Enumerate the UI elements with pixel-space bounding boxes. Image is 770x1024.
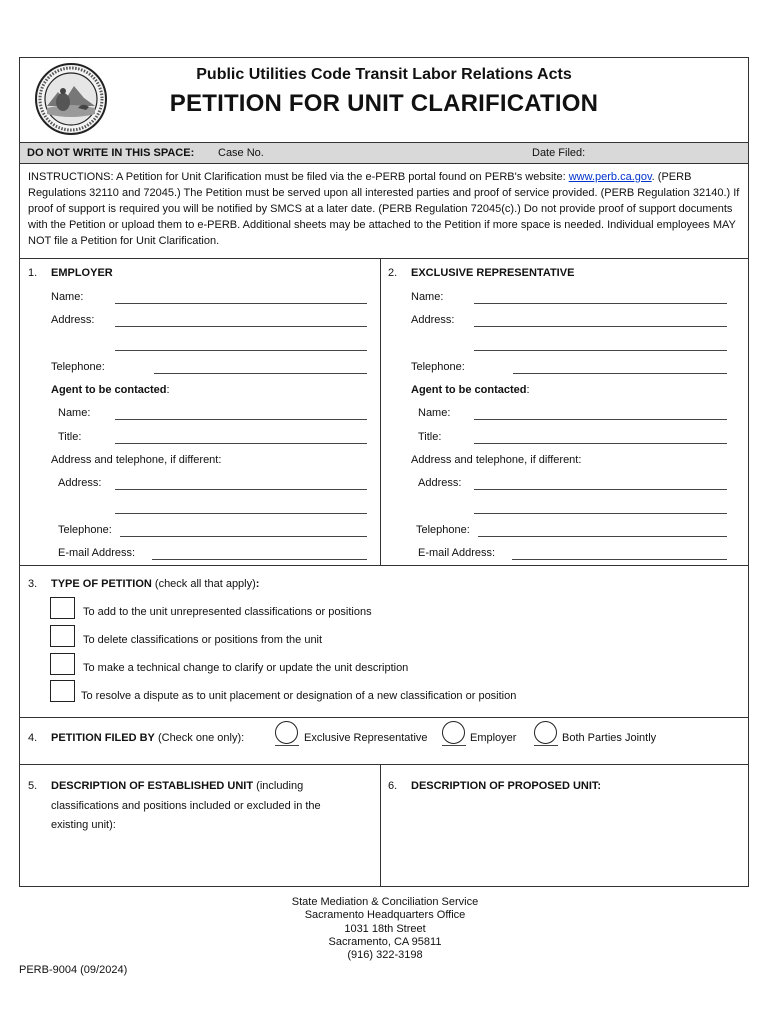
section-5-number: 5. bbox=[28, 780, 38, 792]
rep-agent-name-label: Name: bbox=[418, 407, 451, 419]
type-of-petition-colon: : bbox=[255, 578, 260, 590]
divider-5-6-vertical bbox=[380, 764, 381, 887]
instructions-text-2: . (PERB Regulations 32110 and 72045.) The Petition must be served upon all interested parties and proof of service provided. (PERB Regulation 32140.) If proof of support is required you will be notified by SMCS at a later date. (PERB Regulation 72045(c).) Do not provide proof of support documents with the Petition or upload them to e-PERB. Additional sheets may be attached to the Petition if more space is needed. Individual employees MAY NOT file a Petition for Unit Clarification. bbox=[28, 171, 740, 247]
rep-agent-heading-colon: : bbox=[526, 384, 530, 396]
employer-agent-heading bbox=[51, 384, 170, 396]
proposed-unit-heading: DESCRIPTION OF PROPOSED UNIT: bbox=[411, 780, 602, 792]
rep-agent-address-field-1[interactable] bbox=[474, 489, 727, 490]
employer-agent-address-label: Address: bbox=[58, 477, 102, 489]
rep-address-field-1[interactable] bbox=[474, 326, 727, 327]
employer-agent-title-field[interactable] bbox=[115, 443, 367, 444]
section-6-number: 6. bbox=[388, 780, 398, 792]
rep-agent-telephone-label: Telephone: bbox=[416, 524, 470, 536]
rep-name-field[interactable] bbox=[474, 303, 727, 304]
established-unit-heading bbox=[51, 780, 303, 792]
type-of-petition-heading-text: TYPE OF PETITION bbox=[51, 578, 152, 590]
case-no-label: Case No. bbox=[218, 147, 264, 159]
footer-line-5: (916) 322-3198 bbox=[347, 949, 423, 962]
radio-both-parties-jointly[interactable] bbox=[534, 721, 557, 744]
established-unit-heading-text: DESCRIPTION OF ESTABLISHED UNIT bbox=[51, 780, 254, 792]
rep-agent-address-label: Address: bbox=[418, 477, 462, 489]
checkbox-technical-change[interactable] bbox=[50, 653, 75, 675]
divider-section-4 bbox=[20, 717, 748, 718]
exclusive-rep-heading: EXCLUSIVE REPRESENTATIVE bbox=[411, 267, 575, 279]
employer-telephone-label: Telephone: bbox=[51, 361, 105, 373]
employer-agent-heading-text: Agent to be contacted bbox=[51, 384, 167, 396]
rep-address-label: Address: bbox=[411, 314, 455, 326]
rep-agent-heading bbox=[411, 384, 530, 396]
employer-address-field-1[interactable] bbox=[115, 326, 367, 327]
employer-email-label: E-mail Address: bbox=[58, 547, 136, 559]
employer-heading: EMPLOYER bbox=[51, 267, 113, 279]
rep-agent-title-field[interactable] bbox=[474, 443, 727, 444]
footer-address bbox=[0, 896, 770, 962]
checkbox-add-unrepresented[interactable] bbox=[50, 597, 75, 619]
option-employer-label: Employer bbox=[470, 732, 517, 744]
footer-line-3: 1031 18th Street bbox=[344, 922, 426, 935]
petition-filed-by-heading-text: PETITION FILED BY bbox=[51, 732, 155, 744]
employer-address-field-2[interactable] bbox=[115, 350, 367, 351]
date-filed-label: Date Filed: bbox=[532, 147, 586, 159]
employer-telephone-field[interactable] bbox=[154, 373, 367, 374]
office-use-label: DO NOT WRITE IN THIS SPACE: bbox=[27, 147, 195, 159]
radio-employer[interactable] bbox=[442, 721, 465, 744]
employer-name-field[interactable] bbox=[115, 303, 367, 304]
rep-telephone-label: Telephone: bbox=[411, 361, 465, 373]
petition-form bbox=[19, 57, 749, 887]
option-resolve-dispute-label: To resolve a dispute as to unit placement or designation of a new classification or position bbox=[81, 690, 517, 702]
employer-agent-address-field-2[interactable] bbox=[115, 513, 367, 514]
radio-exclusive-representative[interactable] bbox=[275, 721, 298, 744]
instructions-text-1: INSTRUCTIONS: A Petition for Unit Clarification must be filed via the e-PERB portal found on PERB's website: bbox=[28, 171, 569, 183]
radio-underline bbox=[534, 745, 558, 746]
option-add-unrepresented-label: To add to the unit unrepresented classifications or positions bbox=[83, 606, 372, 618]
employer-agent-address-field-1[interactable] bbox=[115, 489, 367, 490]
section-2-number: 2. bbox=[388, 267, 398, 279]
divider-1-2-vertical bbox=[380, 258, 381, 565]
divider-sections-1-2 bbox=[20, 258, 748, 259]
footer-line-4: Sacramento, CA 95811 bbox=[328, 935, 442, 948]
form-subtitle: Public Utilities Code Transit Labor Relations Acts bbox=[196, 66, 572, 83]
perb-website-link[interactable]: www.perb.ca.gov bbox=[568, 171, 652, 183]
employer-agent-name-label: Name: bbox=[58, 407, 91, 419]
rep-email-field[interactable] bbox=[512, 559, 727, 560]
radio-underline bbox=[442, 745, 466, 746]
divider-section-3 bbox=[20, 565, 748, 566]
rep-name-label: Name: bbox=[411, 291, 444, 303]
option-technical-change-label: To make a technical change to clarify or update the unit description bbox=[83, 662, 409, 674]
radio-underline bbox=[275, 745, 299, 746]
option-delete-classifications-label: To delete classifications or positions from the unit bbox=[83, 634, 323, 646]
section-3-number: 3. bbox=[28, 578, 38, 590]
employer-email-field[interactable] bbox=[152, 559, 367, 560]
established-unit-note-2: classifications and positions included or excluded in the bbox=[51, 800, 321, 812]
option-exclusive-representative-label: Exclusive Representative bbox=[304, 732, 428, 744]
rep-agent-address-field-2[interactable] bbox=[474, 513, 727, 514]
form-id: PERB-9004 (09/2024) bbox=[19, 964, 128, 976]
rep-email-label: E-mail Address: bbox=[418, 547, 496, 559]
rep-agent-heading-text: Agent to be contacted bbox=[411, 384, 527, 396]
established-unit-note-1: (including bbox=[253, 780, 304, 792]
footer-line-1: State Mediation & Conciliation Service bbox=[291, 896, 479, 908]
rep-agent-name-field[interactable] bbox=[474, 419, 727, 420]
checkbox-delete-classifications[interactable] bbox=[50, 625, 75, 647]
employer-address-label: Address: bbox=[51, 314, 95, 326]
checkbox-resolve-dispute[interactable] bbox=[50, 680, 75, 702]
section-4-number: 4. bbox=[28, 732, 38, 744]
employer-agent-name-field[interactable] bbox=[115, 419, 367, 420]
divider-section-5-6 bbox=[20, 764, 748, 765]
rep-address-field-2[interactable] bbox=[474, 350, 727, 351]
instructions bbox=[28, 169, 740, 249]
footer-line-2: Sacramento Headquarters Office bbox=[304, 909, 466, 922]
employer-addr-if-different-label: Address and telephone, if different: bbox=[51, 454, 222, 466]
rep-addr-if-different-label: Address and telephone, if different: bbox=[411, 454, 582, 466]
employer-agent-telephone-label: Telephone: bbox=[58, 524, 112, 536]
employer-agent-heading-colon: : bbox=[166, 384, 170, 396]
employer-agent-title-label: Title: bbox=[58, 431, 82, 443]
type-of-petition-note: (check all that apply) bbox=[151, 578, 256, 590]
section-1-number: 1. bbox=[28, 267, 38, 279]
rep-agent-telephone-field[interactable] bbox=[478, 536, 727, 537]
type-of-petition-heading bbox=[51, 578, 259, 590]
rep-agent-title-label: Title: bbox=[418, 431, 442, 443]
petition-filed-by-heading bbox=[51, 732, 244, 744]
office-use-band bbox=[20, 142, 748, 164]
employer-name-label: Name: bbox=[51, 291, 84, 303]
rep-telephone-field[interactable] bbox=[513, 373, 727, 374]
form-title: PETITION FOR UNIT CLARIFICATION bbox=[169, 90, 599, 117]
option-both-parties-label: Both Parties Jointly bbox=[562, 732, 657, 744]
petition-filed-by-note: (Check one only): bbox=[154, 732, 245, 744]
established-unit-note-3: existing unit): bbox=[51, 819, 116, 831]
employer-agent-telephone-field[interactable] bbox=[120, 536, 367, 537]
